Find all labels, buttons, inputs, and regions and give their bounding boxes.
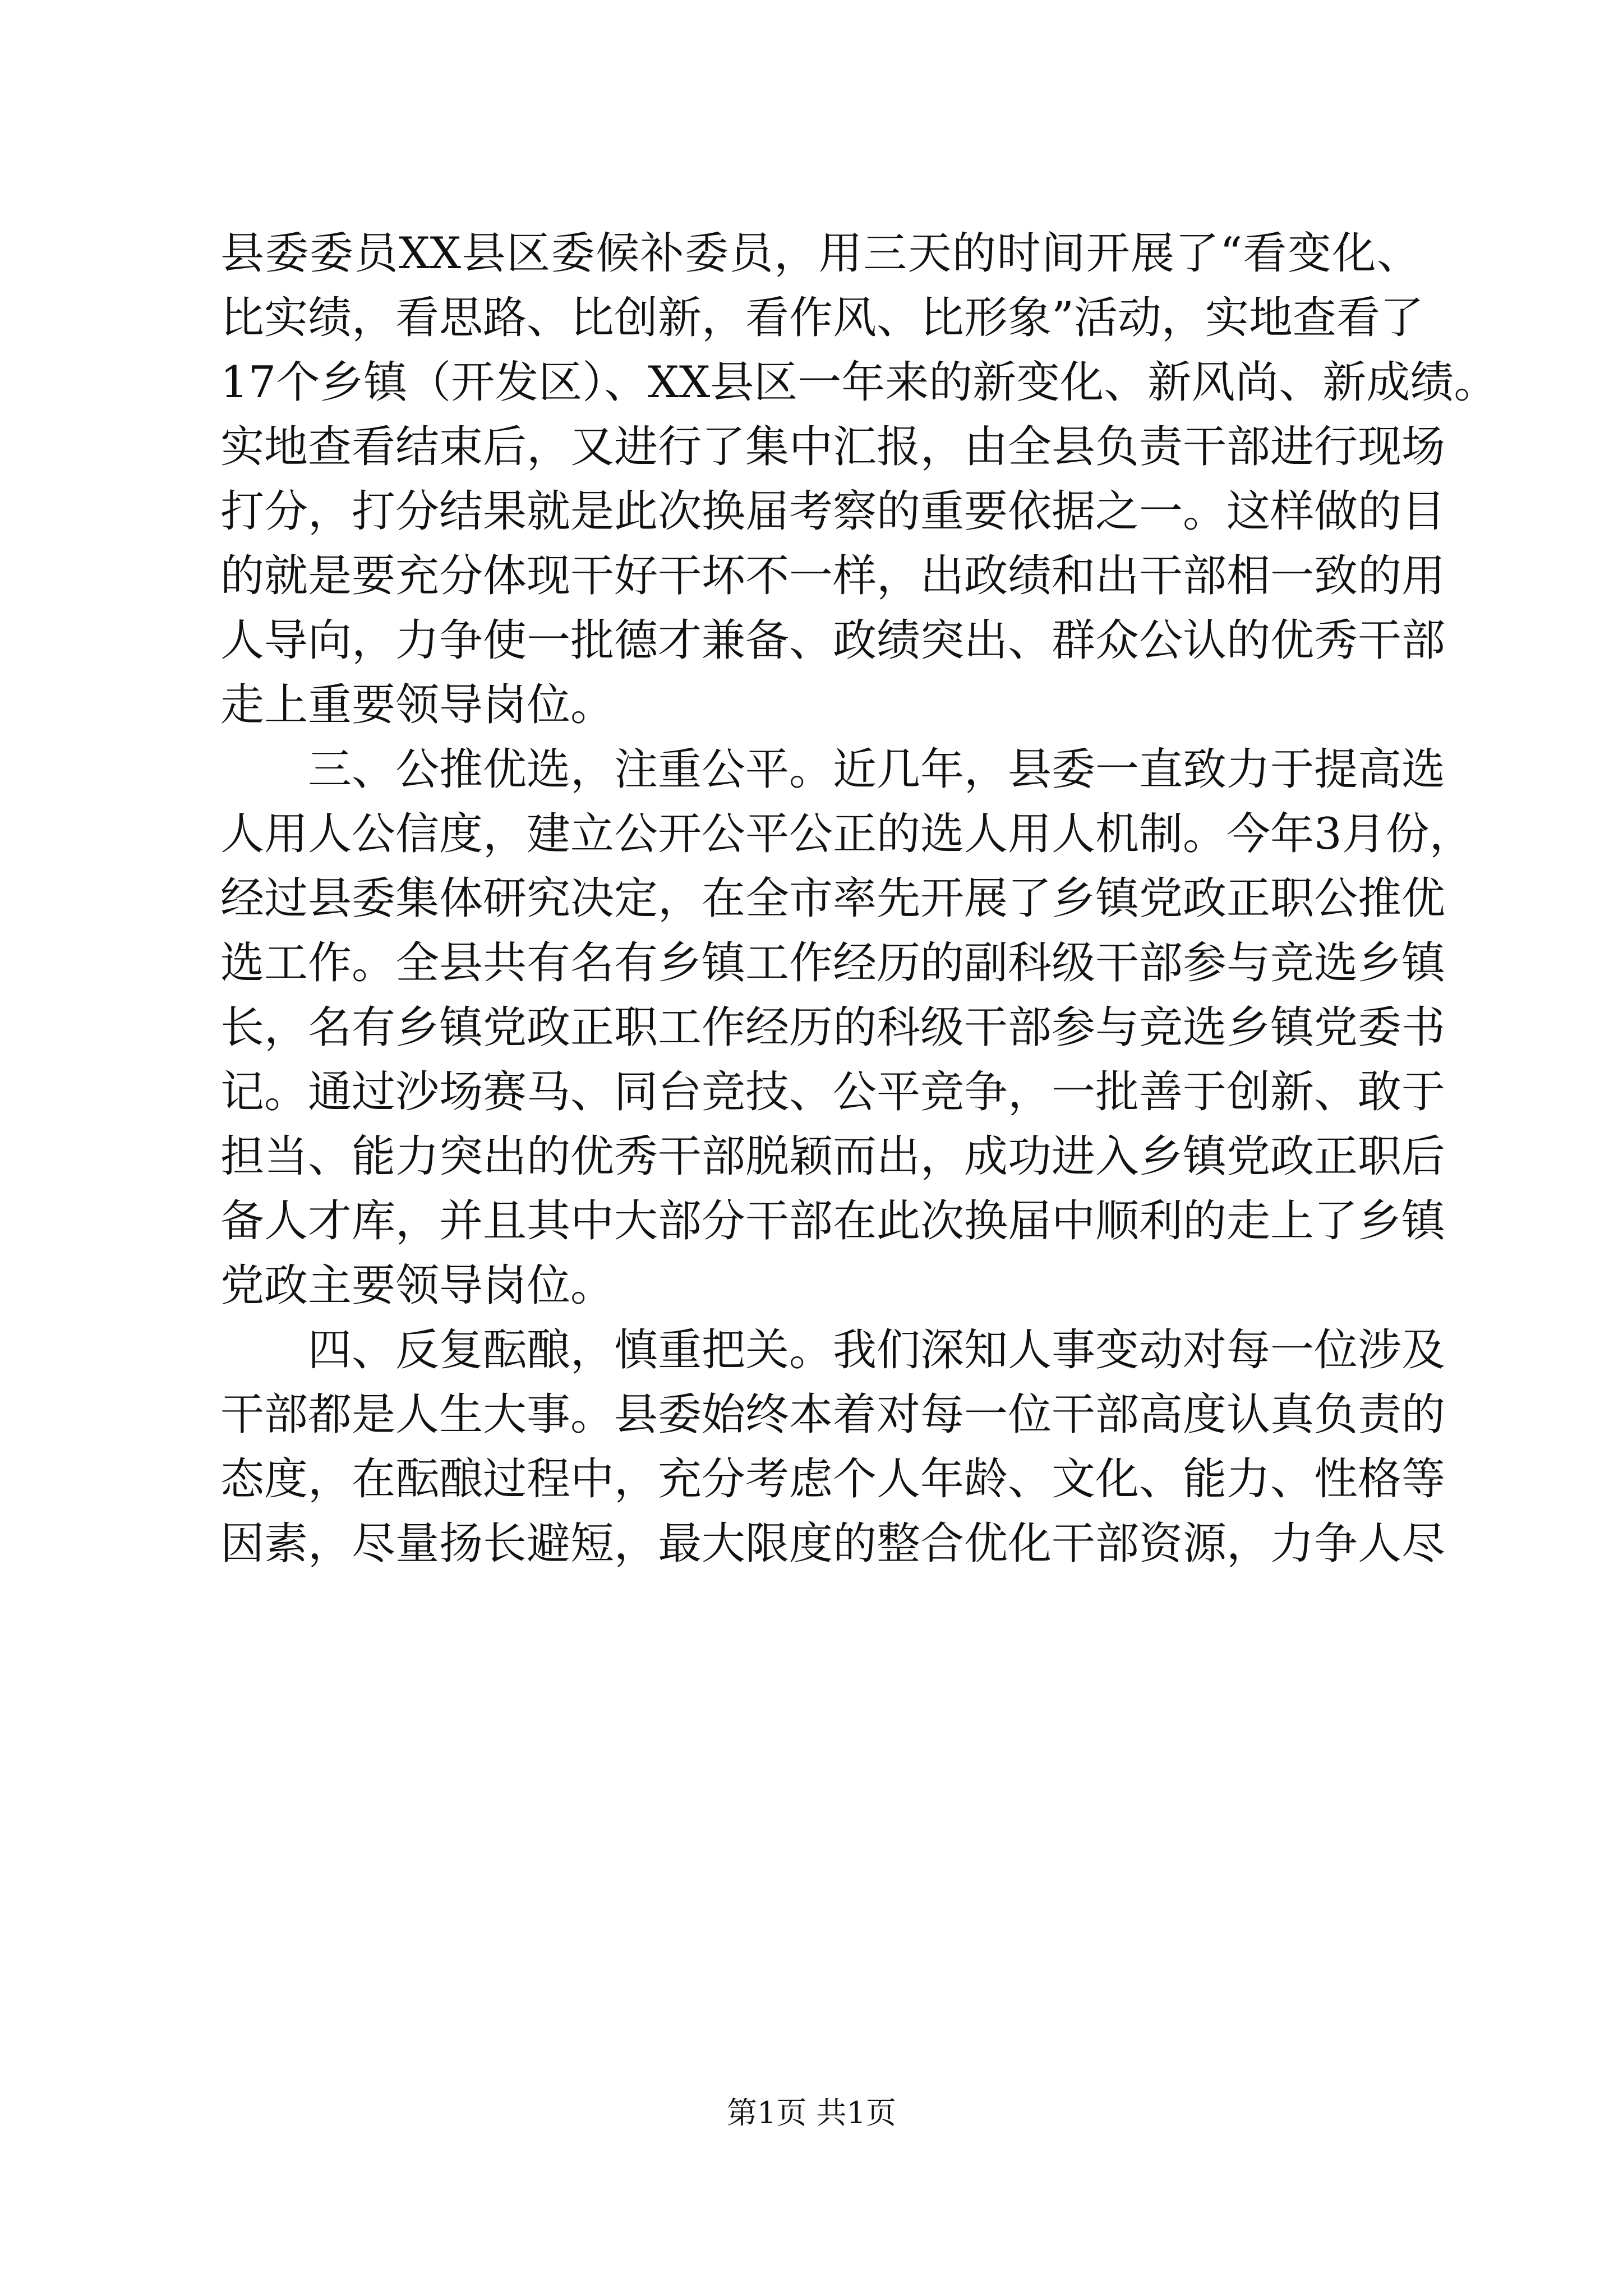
text-line: 人用人公信度，建立公开公平公正的选人用人机制。今年3月份，: [220, 809, 1473, 859]
text-line: 走上重要领导岗位。: [220, 680, 615, 730]
text-line: 县委委员XX县区委候补委员，用三天的时间开展了“看变化、: [220, 228, 1421, 279]
text-line: 记。通过沙场赛马、同台竞技、公平竞争，一批善于创新、敢于: [220, 1067, 1446, 1117]
page-number: 第1页 共1页: [727, 2095, 896, 2131]
text-line: 长，名有乡镇党政正职工作经历的科级干部参与竞选乡镇党委书: [220, 1002, 1446, 1053]
text-line: 担当、能力突出的优秀干部脱颖而出，成功进入乡镇党政正职后: [220, 1131, 1446, 1182]
text-line: 因素，尽量扬长避短，最大限度的整合优化干部资源，力争人尽: [220, 1519, 1446, 1569]
section-heading-line: 四、反复酝酿，慎重把关。我们深知人事变动对每一位涉及: [308, 1325, 1446, 1375]
document-body: [220, 222, 1498, 1576]
text-line: 实地查看结束后，又进行了集中汇报，由全县负责干部进行现场: [220, 422, 1446, 472]
text-line: 打分，打分结果就是此次换届考察的重要依据之一。这样做的目: [220, 486, 1446, 537]
section-heading-line: 三、公推优选，注重公平。近几年，县委一直致力于提高选: [308, 744, 1446, 795]
text-line: 的就是要充分体现干好干坏不一样，出政绩和出干部相一致的用: [220, 551, 1446, 601]
text-line: 比实绩，看思路、比创新，看作风、比形象”活动，实地查看了: [220, 293, 1424, 343]
text-line: 党政主要领导岗位。: [220, 1260, 615, 1311]
text-line: 选工作。全县共有名有乡镇工作经历的副科级干部参与竞选乡镇: [220, 938, 1446, 988]
text-line: 态度，在酝酿过程中，充分考虑个人年龄、文化、能力、性格等: [220, 1454, 1446, 1504]
text-line: 经过县委集体研究决定，在全市率先开展了乡镇党政正职公推优: [220, 873, 1446, 924]
text-line: 备人才库，并且其中大部分干部在此次换届中顺利的走上了乡镇: [220, 1196, 1446, 1246]
text-line: 干部都是人生大事。县委始终本着对每一位干部高度认真负责的: [220, 1389, 1446, 1440]
text-line: 人导向，力争使一批德才兼备、政绩突出、群众公认的优秀干部: [220, 615, 1446, 666]
page-footer: [0, 2093, 1623, 2133]
text-line: 17个乡镇（开发区）、XX县区一年来的新变化、新风尚、新成绩。: [220, 357, 1498, 408]
